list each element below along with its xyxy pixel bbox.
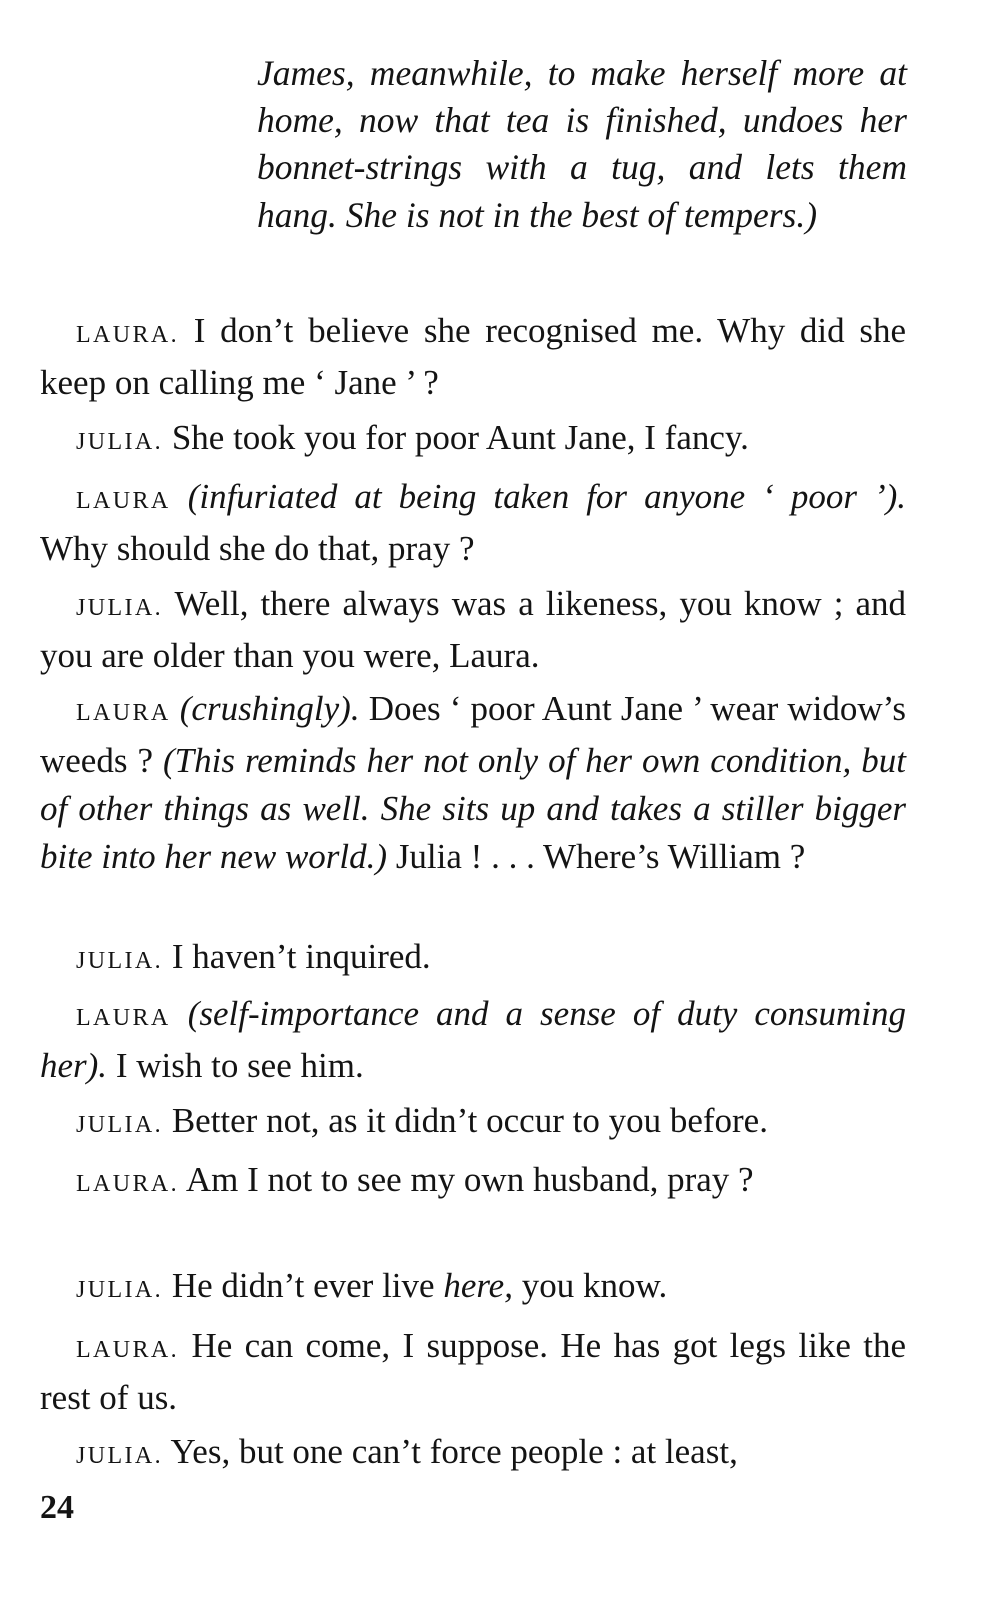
speech-julia-2 (40, 580, 906, 680)
speaker-name: LAURA (76, 488, 171, 514)
speech-text: Am I not to see my own husband, pray ? (185, 1160, 754, 1199)
speaker-name: LAURA. (76, 1171, 180, 1197)
speech-julia-6 (40, 1428, 906, 1480)
speaker-name: LAURA (76, 700, 171, 726)
stage-direction: (crushingly). (179, 689, 360, 728)
speech-text: Why should she do that, pray ? (40, 529, 475, 568)
speech-text: I wish to see him. (115, 1046, 364, 1085)
speech-text: Julia ! . . . Where’s William ? (395, 837, 806, 876)
speaker-name: JULIA. (76, 1277, 164, 1303)
speech-text: Better not, as it didn’t occur to you before. (171, 1101, 768, 1140)
speech-julia-4 (40, 1097, 906, 1149)
emphasis: here, (443, 1266, 513, 1305)
speaker-name: JULIA. (76, 1443, 164, 1469)
speech-text: Does ‘ poor Aunt Jane ’ wear widow’s weeds ? (40, 689, 906, 780)
speech-text: He didn’t ever live (171, 1266, 435, 1305)
speech-laura-5 (40, 1156, 906, 1208)
stage-direction: (This reminds her not only of her own condition, but of other things as well. She sits up and takes a stiller bigger bite into her new world.) (40, 741, 906, 876)
speaker-name: LAURA. (76, 322, 180, 348)
speaker-name: JULIA. (76, 595, 164, 621)
speech-text: you know. (521, 1266, 668, 1305)
speech-laura-1 (40, 307, 906, 407)
page-number: 24 (40, 1489, 74, 1526)
speech-text: Well, there always was a likeness, you know ; and you are older than you were, Laura. (40, 584, 906, 675)
speech-laura-4 (40, 990, 906, 1090)
speech-julia-3 (40, 933, 906, 985)
speech-laura-2 (40, 473, 906, 573)
speaker-name: JULIA. (76, 1112, 164, 1138)
speech-text: Yes, but one can’t force people : at least, (170, 1432, 738, 1471)
stage-direction-continued: James, meanwhile, to make herself more at home, now that tea is finished, undoes her bonnet-strings with a tug, and lets them hang. She is not in the best of tempers.) (257, 53, 907, 235)
speech-text: He can come, I suppose. He has got legs like the rest of us. (40, 1326, 907, 1417)
speech-laura-3 (40, 685, 906, 881)
stage-direction: (infuriated at being taken for anyone ‘ poor ’). (187, 477, 907, 516)
speaker-name: JULIA. (76, 429, 164, 455)
speech-text: She took you for poor Aunt Jane, I fancy. (171, 418, 749, 457)
speaker-name: LAURA. (76, 1337, 180, 1363)
speaker-name: LAURA (76, 1005, 171, 1031)
speech-text: I haven’t inquired. (171, 937, 431, 976)
speech-text: I don’t believe she recognised me. Why did she keep on calling me ‘ Jane ’ ? (40, 311, 906, 402)
speech-julia-1 (40, 414, 906, 466)
speaker-name: JULIA. (76, 948, 164, 974)
speech-julia-5 (40, 1262, 906, 1314)
speech-laura-6 (40, 1322, 906, 1422)
stage-direction: (self-importance and a sense of duty consuming her). (40, 994, 907, 1085)
